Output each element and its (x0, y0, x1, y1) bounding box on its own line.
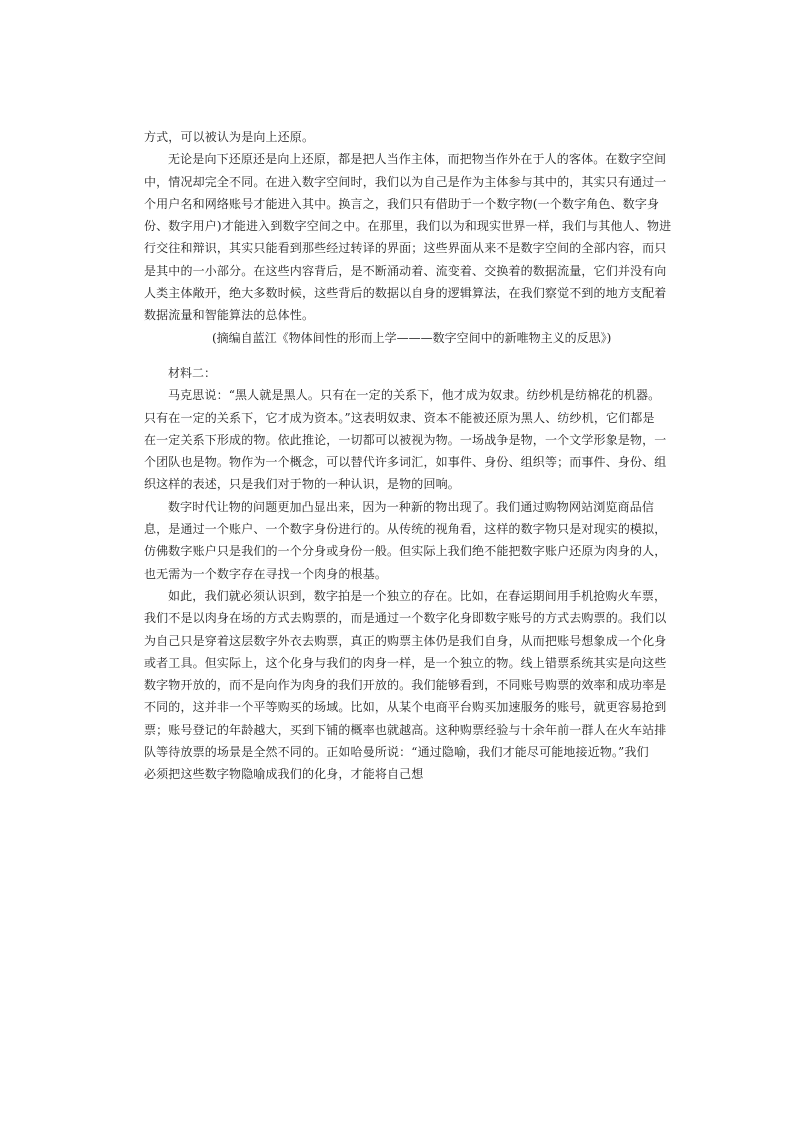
text-line: 行交往和辩识，其实只能看到那些经过转译的界面；这些界面从来不是数字空间的全部内容，而只 (144, 241, 667, 256)
text-line: 不同的，这并非一个平等购买的场域。比如，从某个电商平台购买加速服务的账号，就更容易抢到 (144, 700, 667, 715)
text-line: 数字时代让物的问题更加凸显出来，因为一种新的物出现了。我们通过购物网站浏览商品信 (168, 499, 655, 514)
material-one-text (144, 126, 672, 327)
text-line: 人类主体敞开，绝大多数时候，这些背后的数据以自身的逻辑算法，在我们察觉不到的地方支配着 (144, 286, 667, 301)
text-line: 只有在一定的关系下，它才成为资本。”这表明奴隶、资本不能被还原为黑人、纺纱机，它们都是 (144, 410, 655, 425)
text-line: 我们不是以肉身在场的方式去购票的，而是通过一个数字化身即数字账号的方式去购票的。我们以 (144, 611, 667, 626)
text-line: 是其中的一小部分。在这些内容背后，是不断涌动着、流变着、交换着的数据流量，它们并没有向 (144, 263, 667, 278)
text-line: 数字物开放的，而不是向作为肉身的我们开放的。我们能够看到，不同账号购票的效率和成功率是 (144, 678, 667, 693)
text-line: 中，情况却完全不同。在进入数字空间时，我们以为自己是作为主体参与其中的，其实只有通过一 (144, 174, 667, 189)
text-line: 仿佛数字账户只是我们的一个分身或身份一般。但实际上我们绝不能把数字账户还原为肉身的人， (144, 544, 667, 559)
text-line: 织这样的表述，只是我们对于物的一种认识，是物的回响。 (144, 477, 460, 492)
text-line: 也无需为一个数字存在寻找一个肉身的根基。 (144, 566, 388, 581)
text-line: 无论是向下还原还是向上还原，都是把人当作主体，而把物当作外在于人的客体。在数字空间 (168, 152, 667, 167)
document-page (144, 126, 672, 786)
text-line: 票；账号登记的年龄越大，买到下铺的概率也就越高。这种购票经验与十余年前一群人在火车站排 (144, 722, 667, 737)
text-line: 必须把这些数字物隐喻成我们的化身，才能将自己想 (144, 767, 424, 782)
material-two-text (144, 384, 667, 785)
section-gap (144, 349, 652, 362)
text-line: 或者工具。但实际上，这个化身与我们的肉身一样，是一个独立的物。线上错票系统其实是向这些 (144, 655, 667, 670)
text-line: 马克思说：“黑人就是黑人。只有在一定的关系下，他才成为奴隶。纺纱机是纺棉花的机器。 (168, 388, 661, 403)
text-line: 在一定关系下形成的物。依此推论，一切都可以被视为物。一场战争是物，一个文学形象是物，一 (144, 432, 667, 447)
text-line: 方式，可以被认为是向上还原。 (144, 130, 315, 144)
text-line: 如此，我们就必须认识到，数字拍是一个独立的存在。比如，在春运期间用手机抢购火车票， (168, 588, 667, 603)
text-line: 数据流量和智能算法的总体性。 (144, 308, 315, 323)
text-line: 为自己只是穿着这层数字外衣去购票，真正的购票主体仍是我们自身，从而把账号想象成一个化身 (144, 633, 667, 648)
source-citation: (摘编自蓝江《物体间性的形而上学———数字空间中的新唯物主义的反思》) (212, 330, 612, 345)
material-two-heading: 材料二： (168, 365, 217, 380)
text-line: 个团队也是物。物作为一个概念，可以替代许多词汇，如事件、身份、组织等；而事件、身份、组 (144, 455, 667, 470)
text-line: 个用户名和网络账号才能进入其中。换言之，我们只有借助于一个数字物(一个数字角色、数字身 (144, 196, 660, 211)
text-line: 息，是通过一个账户、一个数字身份进行的。从传统的视角看，这样的数字物只是对现实的模拟， (144, 522, 667, 537)
text-line: 队等待放票的场景是全然不同的。正如哈曼所说：“通过隐喻，我们才能尽可能地接近物。”我们 (144, 745, 649, 760)
text-line: 份、数字用户)才能进入到数字空间之中。在那里，我们以为和现实世界一样，我们与其他人、物进 (144, 219, 672, 234)
